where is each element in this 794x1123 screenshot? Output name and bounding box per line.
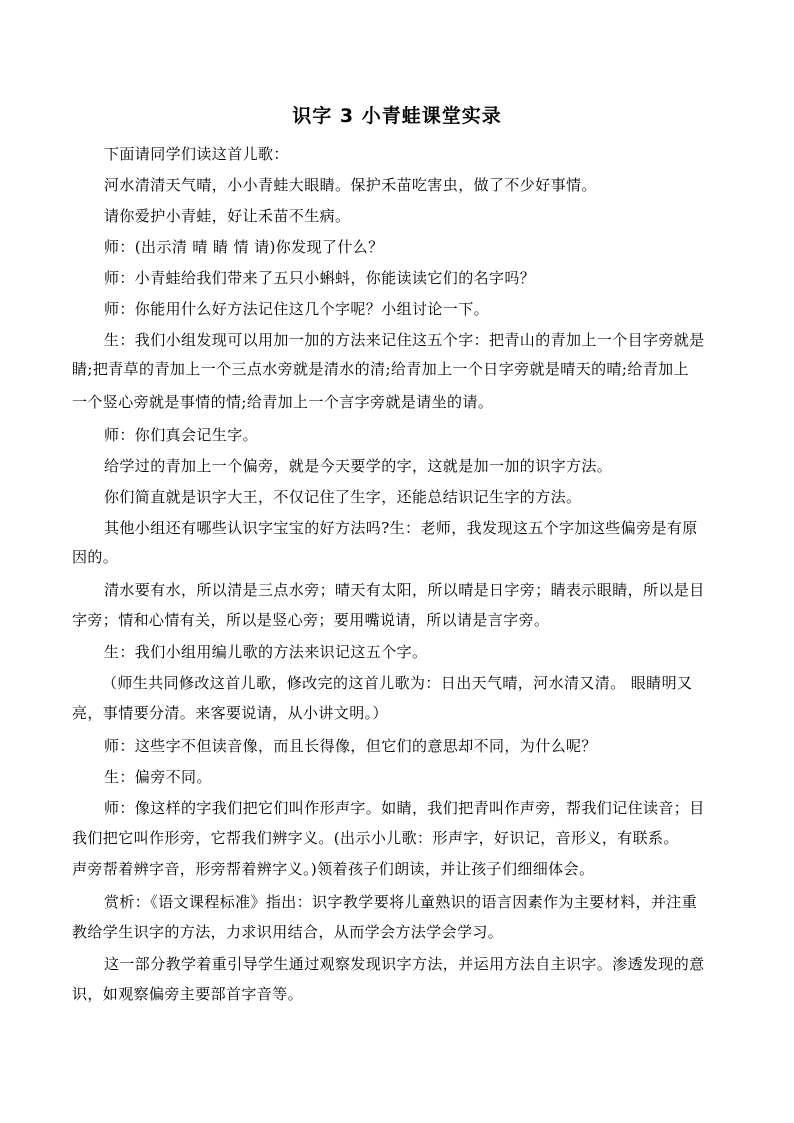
paragraph-line: 师：小青蛙给我们带来了五只小蝌蚪，你能读读它们的名字吗？ <box>104 269 536 287</box>
paragraph-line: 其他小组还有哪些认识字宝宝的好方法吗?生：老师，我发现这五个字加这些偏旁是有原 <box>104 519 698 537</box>
paragraph-line: 河水清清天气晴，小小青蛙大眼睛。保护禾苗吃害虫，做了不少好事情。 <box>104 176 597 194</box>
paragraph-line: 下面请同学们读这首儿歌： <box>104 145 289 163</box>
paragraph-line: 字旁；情和心情有关，所以是竖心旁；要用嘴说请，所以请是言字旁。 <box>72 611 550 629</box>
paragraph-line: 师：这些字不但读音像，而且长得像，但它们的意思却不同，为什么呢？ <box>104 737 597 755</box>
paragraph-line: 这一部分教学着重引导学生通过观察发现识字方法，并运用方法自主识字。渗透发现的意 <box>104 955 705 973</box>
paragraph-line: 睛;把青草的青加上一个三点水旁就是清水的清;给青加上一个日字旁就是晴天的晴;给青加上 <box>72 360 689 378</box>
page-title: 识字 3 小青蛙课堂实录 <box>292 105 502 127</box>
paragraph-line: 因的。 <box>72 548 119 566</box>
paragraph-line: 生：我们小组发现可以用加一加的方法来记住这五个字：把青山的青加上一个目字旁就是 <box>104 331 705 349</box>
paragraph-line: 我们把它叫作形旁，它帮我们辨字义。(出示小儿歌：形声字，好识记，音形义，有联系。 <box>72 829 679 847</box>
paragraph-line: 清水要有水，所以清是三点水旁；晴天有太阳，所以晴是日字旁；睛表示眼睛，所以是目 <box>104 581 705 599</box>
paragraph-line: 师：(出示清 晴 睛 情 请)你发现了什么？ <box>104 238 384 256</box>
paragraph-line: 声旁帮着辨字音，形旁帮着辨字义。)领着孩子们朗读，并让孩子们细细体会。 <box>72 860 595 878</box>
paragraph-line: （师生共同修改这首儿歌，修改完的这首儿歌为：日出天气晴，河水清又清。 眼睛明又 <box>102 674 693 692</box>
paragraph-line: 识，如观察偏旁主要部首字音等。 <box>72 985 304 1003</box>
paragraph-line: 教给学生识字的方法，力求识用结合，从而学会方法学会学习。 <box>72 923 504 941</box>
paragraph-line: 生：偏旁不同。 <box>104 768 212 786</box>
paragraph-line: 师：你们真会记生字。 <box>104 426 259 444</box>
paragraph-line: 师：像这样的字我们把它们叫作形声字。如睛，我们把青叫作声旁，帮我们记住读音；目 <box>104 799 705 817</box>
paragraph-line: 一个竖心旁就是事情的情;给青加上一个言字旁就是请坐的请。 <box>72 393 494 411</box>
paragraph-line: 生：我们小组用编儿歌的方法来识记这五个字。 <box>104 643 428 661</box>
paragraph-line: 师：你能用什么好方法记住这几个字呢？小组讨论一下。 <box>104 300 490 318</box>
paragraph-line: 赏析：《语文课程标准》指出：识字教学要将儿童熟识的语言因素作为主要材料，并注重 <box>104 893 698 911</box>
paragraph-line: 亮，事情要分清。来客要说请，从小讲文明。） <box>72 704 388 722</box>
paragraph-line: 你们简直就是识字大王，不仅记住了生字，还能总结识记生字的方法。 <box>104 488 582 506</box>
paragraph-line: 请你爱护小青蛙，好让禾苗不生病。 <box>104 207 351 225</box>
paragraph-line: 给学过的青加上一个偏旁，就是今天要学的字，这就是加一加的识字方法。 <box>104 457 613 475</box>
